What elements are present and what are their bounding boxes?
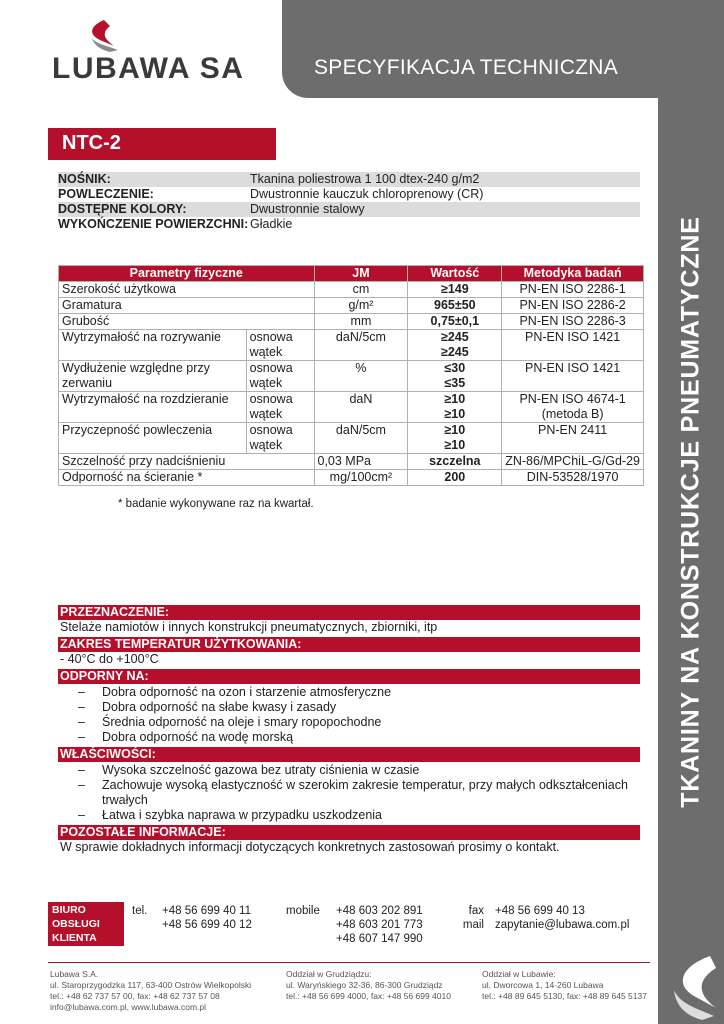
company-logo bbox=[52, 16, 252, 86]
param-value: ≥149 bbox=[408, 282, 502, 298]
address-headquarters: Lubawa S.A. ul. Staroprzygodzka 117, 63-400 Ostrów Wielkopolski tel.: +48 62 737 57 00, fax: +48 62 737 57 08 info@lubawa.com.pl, www.lubawa.com.pl bbox=[50, 969, 252, 1012]
header-band bbox=[282, 0, 724, 98]
info-value: Dwustronnie kauczuk chloroprenowy (CR) bbox=[250, 187, 484, 201]
customer-service-label: BIURO OBSŁUGI KLIENTA bbox=[48, 902, 124, 946]
list-item-text: Dobra odporność na ozon i starzenie atmosferyczne bbox=[102, 685, 392, 699]
list-item: – Dobra odporność na słabe kwasy i zasady bbox=[58, 700, 640, 715]
tel-label: tel. bbox=[132, 905, 148, 917]
param-method: PN-EN ISO 2286-3 bbox=[502, 314, 644, 330]
list-item-text: Łatwa i szybka naprawa w przypadku uszkodzenia bbox=[102, 808, 383, 822]
param-direction: osnowa wątek bbox=[246, 361, 314, 392]
list-item: – Dobra odporność na ozon i starzenie atmosferyczne bbox=[58, 685, 640, 700]
param-unit: cm bbox=[314, 282, 408, 298]
material-info bbox=[58, 172, 640, 232]
param-name: Wydłużenie względne przy zerwaniu bbox=[59, 361, 247, 392]
param-name: Wytrzymałość na rozdzieranie bbox=[59, 392, 247, 423]
param-unit: daN bbox=[314, 392, 408, 423]
param-value: 965±50 bbox=[408, 298, 502, 314]
product-code: NTC-2 bbox=[48, 128, 276, 160]
param-value: 0,75±0,1 bbox=[408, 314, 502, 330]
param-direction: osnowa wątek bbox=[246, 423, 314, 454]
info-label: POWLECZENIE: bbox=[58, 187, 154, 201]
param-method: ZN-86/MPChiL-G/Gd-29 bbox=[502, 454, 644, 470]
param-method: PN-EN ISO 2286-1 bbox=[502, 282, 644, 298]
table-row bbox=[59, 392, 644, 423]
section-heading: POZOSTAŁE INFORMACJE: bbox=[58, 825, 640, 840]
param-method: PN-EN 2411 bbox=[502, 423, 644, 454]
table-row bbox=[59, 282, 644, 298]
param-name: Gramatura bbox=[59, 298, 315, 314]
info-row bbox=[58, 172, 640, 187]
param-name: Wytrzymałość na rozrywanie bbox=[59, 330, 247, 361]
param-value: ≥245 ≥245 bbox=[408, 330, 502, 361]
table-row bbox=[59, 470, 644, 486]
info-value: Gładkie bbox=[250, 217, 293, 231]
param-method: DIN-53528/1970 bbox=[502, 470, 644, 486]
table-row bbox=[59, 361, 644, 392]
table-row bbox=[59, 298, 644, 314]
col-header: Metodyka badań bbox=[502, 266, 644, 282]
list-item-text: Średnia odporność na oleje i smary ropopochodne bbox=[102, 715, 382, 729]
param-unit: g/m² bbox=[314, 298, 408, 314]
footer-divider bbox=[48, 962, 650, 963]
info-label: NOŚNIK: bbox=[58, 172, 111, 186]
info-label: DOSTĘPNE KOLORY: bbox=[58, 202, 187, 216]
properties-list bbox=[58, 763, 640, 823]
list-item-text: Dobra odporność na wodę morską bbox=[102, 730, 294, 744]
list-item-text: Dobra odporność na słabe kwasy i zasady bbox=[102, 700, 337, 714]
table-header-row bbox=[59, 266, 644, 282]
side-title: TKANINY NA KONSTRUKCJE PNEUMATYCZNE bbox=[676, 216, 705, 808]
list-item: – Łatwa i szybka naprawa w przypadku uszkodzenia bbox=[58, 808, 640, 823]
resistance-list bbox=[58, 685, 640, 745]
list-item: – Średnia odporność na oleje i smary ropopochodne bbox=[58, 715, 640, 730]
logo-text: LUBAWA SA bbox=[52, 52, 245, 85]
param-name: Odporność na ścieranie * bbox=[59, 470, 315, 486]
list-item: – Zachowuje wysoką elastyczność w szerokim zakresie temperatur, przy małych odkształceniach trwałych bbox=[58, 778, 640, 808]
col-header: JM bbox=[314, 266, 408, 282]
tel-numbers[interactable]: +48 56 699 40 11 +48 56 699 40 12 bbox=[162, 905, 252, 931]
param-value: ≤30 ≤35 bbox=[408, 361, 502, 392]
mobile-numbers[interactable]: +48 603 202 891 +48 603 201 773 +48 607 147 990 bbox=[336, 905, 423, 945]
page-title: SPECYFIKACJA TECHNICZNA bbox=[314, 56, 619, 79]
info-row bbox=[58, 202, 640, 217]
section-heading: ODPORNY NA: bbox=[58, 669, 640, 684]
fax-mail-labels: fax mail bbox=[462, 905, 484, 931]
section-text: Stelaże namiotów i innych konstrukcji pneumatycznych, zbiorniki, itp bbox=[60, 620, 438, 634]
table-row bbox=[59, 454, 644, 470]
section-text: W sprawie dokładnych informacji dotyczących konkretnych zastosowań prosimy o kontakt. bbox=[60, 840, 560, 854]
param-unit: mm bbox=[314, 314, 408, 330]
info-row bbox=[58, 217, 640, 232]
parameters-table bbox=[58, 265, 644, 486]
param-method: PN-EN ISO 2286-2 bbox=[502, 298, 644, 314]
info-value: Tkanina poliestrowa 1 100 dtex-240 g/m2 bbox=[250, 172, 480, 186]
fax-mail-values[interactable]: +48 56 699 40 13 zapytanie@lubawa.com.pl bbox=[495, 905, 630, 931]
list-item: – Wysoka szczelność gazowa bez utraty ciśnienia w czasie bbox=[58, 763, 640, 778]
param-method: PN-EN ISO 4674-1 (metoda B) bbox=[502, 392, 644, 423]
param-unit: mg/100cm² bbox=[314, 470, 408, 486]
table-row bbox=[59, 423, 644, 454]
section-heading: WŁAŚCIWOŚCI: bbox=[58, 747, 640, 762]
info-value: Dwustronnie stalowy bbox=[250, 202, 365, 216]
param-name: Przyczepność powleczenia bbox=[59, 423, 247, 454]
param-method: PN-EN ISO 1421 bbox=[502, 361, 644, 392]
table-row bbox=[59, 314, 644, 330]
param-name: Szerokość użytkowa bbox=[59, 282, 315, 298]
section-heading: PRZEZNACZENIE: bbox=[58, 605, 640, 620]
param-name: Grubość bbox=[59, 314, 315, 330]
param-unit: daN/5cm bbox=[314, 330, 408, 361]
description-sections bbox=[58, 605, 640, 857]
logo-mark-icon bbox=[52, 16, 252, 56]
address-lubawa: Oddział w Lubawie: ul. Dworcowa 1, 14-260 Lubawa tel.: +48 89 645 5130, fax: +48 89 645 5137 bbox=[482, 969, 647, 1001]
param-direction: osnowa wątek bbox=[246, 392, 314, 423]
param-value: ≥10 ≥10 bbox=[408, 392, 502, 423]
param-unit: daN/5cm bbox=[314, 423, 408, 454]
table-row bbox=[59, 330, 644, 361]
param-method: PN-EN ISO 1421 bbox=[502, 330, 644, 361]
info-row bbox=[58, 187, 640, 202]
footnote: * badanie wykonywane raz na kwartał. bbox=[118, 498, 314, 510]
list-item: – Dobra odporność na wodę morską bbox=[58, 730, 640, 745]
address-grudziadz: Oddział w Grudziądzu: ul. Waryńskiego 32-36, 86-300 Grudziądz tel.: +48 56 699 4000, fax: +48 56 699 4010 bbox=[286, 969, 451, 1001]
param-unit: 0,03 MPa bbox=[314, 454, 408, 470]
info-label: WYKOŃCZENIE POWIERZCHNI: bbox=[58, 217, 249, 231]
corner-logo-mark-icon bbox=[660, 950, 724, 1024]
section-heading: ZAKRES TEMPERATUR UŻYTKOWANIA: bbox=[58, 637, 640, 652]
param-value: 200 bbox=[408, 470, 502, 486]
section-text: - 40°C do +100°C bbox=[60, 652, 159, 666]
param-direction: osnowa wątek bbox=[246, 330, 314, 361]
param-value: szczelna bbox=[408, 454, 502, 470]
param-value: ≥10 ≥10 bbox=[408, 423, 502, 454]
col-header: Parametry fizyczne bbox=[59, 266, 315, 282]
param-unit: % bbox=[314, 361, 408, 392]
col-header: Wartość bbox=[408, 266, 502, 282]
list-item-text: Wysoka szczelność gazowa bez utraty ciśnienia w czasie bbox=[102, 763, 420, 777]
mobile-label: mobile bbox=[286, 905, 320, 917]
list-item-text: Zachowuje wysoką elastyczność w szerokim zakresie temperatur, przy małych odkształceniach trwałych bbox=[102, 778, 628, 807]
param-name: Szczelność przy nadciśnieniu bbox=[59, 454, 315, 470]
